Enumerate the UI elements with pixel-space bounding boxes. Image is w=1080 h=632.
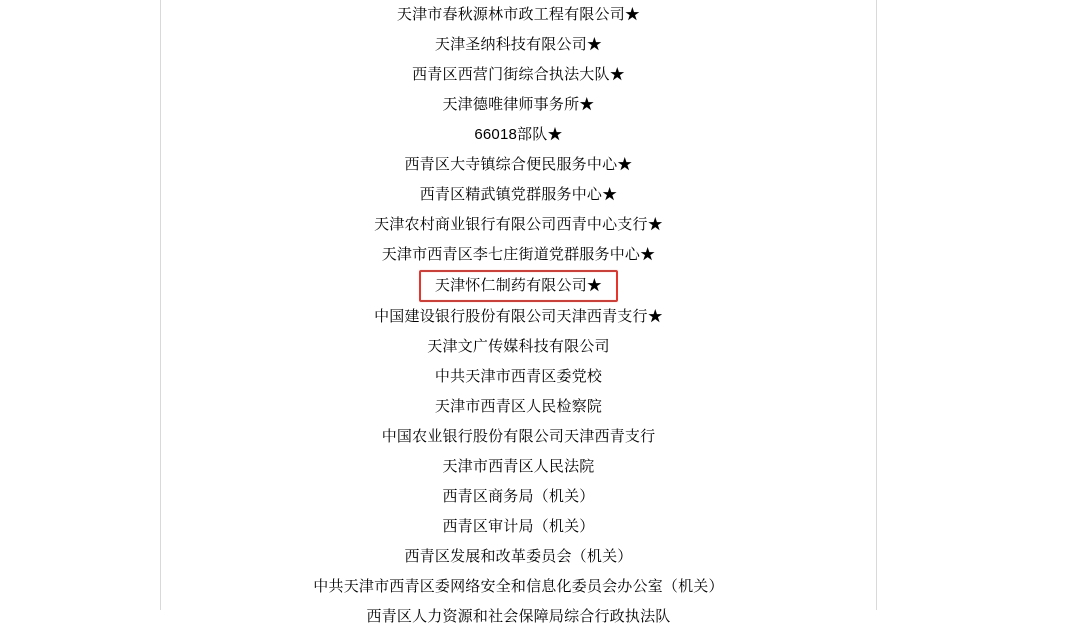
list-item [161,60,876,90]
list-item [161,0,876,30]
list-item-text: 西青区人力资源和社会保障局综合行政执法队 [366,608,671,625]
list-item [161,392,876,422]
list-item [161,422,876,452]
list-item [161,482,876,512]
list-item-text: 天津市西青区人民检察院 [434,398,603,415]
list-item [161,572,876,602]
list-item-text: 66018部队★ [474,126,563,143]
list-item-text: 西青区商务局（机关） [442,488,595,505]
list-item-text: 西青区西营门街综合执法大队★ [412,66,625,83]
list-item [161,150,876,180]
list-item-text: 中共天津市西青区委网络安全和信息化委员会办公室（机关） [313,578,724,595]
list-item [161,210,876,240]
document-body [161,0,876,625]
list-item [161,302,876,332]
list-item [161,180,876,210]
list-item [161,332,876,362]
list-item [161,452,876,482]
highlight-box: 天津怀仁制药有限公司★ [419,270,618,302]
list-item-text: 西青区发展和改革委员会（机关） [404,548,633,565]
list-item-text: 天津圣纳科技有限公司★ [434,36,603,53]
list-item-text: 中共天津市西青区委党校 [434,368,603,385]
list-item [161,512,876,542]
list-item [161,602,876,625]
column-rule-right [876,0,877,610]
list-item-text: 天津市西青区李七庄街道党群服务中心★ [381,246,656,263]
list-item [161,120,876,150]
list-item-text: 中国农业银行股份有限公司天津西青支行 [381,428,656,445]
list-item-text: 西青区审计局（机关） [442,518,595,535]
list-item-text: 天津市西青区人民法院 [442,458,595,475]
list-item [161,90,876,120]
list-item [161,30,876,60]
list-item-text: 中国建设银行股份有限公司天津西青支行★ [374,308,663,325]
list-item [161,362,876,392]
list-item [161,542,876,572]
list-item-text: 天津德唯律师事务所★ [442,96,595,113]
highlighted-list-item[interactable] [161,270,876,302]
list-item-text: 西青区精武镇党群服务中心★ [419,186,618,203]
list-item-text: 天津文广传媒科技有限公司 [427,338,610,355]
list-item-text: 天津市春秋源林市政工程有限公司★ [396,6,641,23]
list-item [161,240,876,270]
list-item-text: 天津农村商业银行有限公司西青中心支行★ [374,216,663,233]
list-item-text: 西青区大寺镇综合便民服务中心★ [404,156,633,173]
